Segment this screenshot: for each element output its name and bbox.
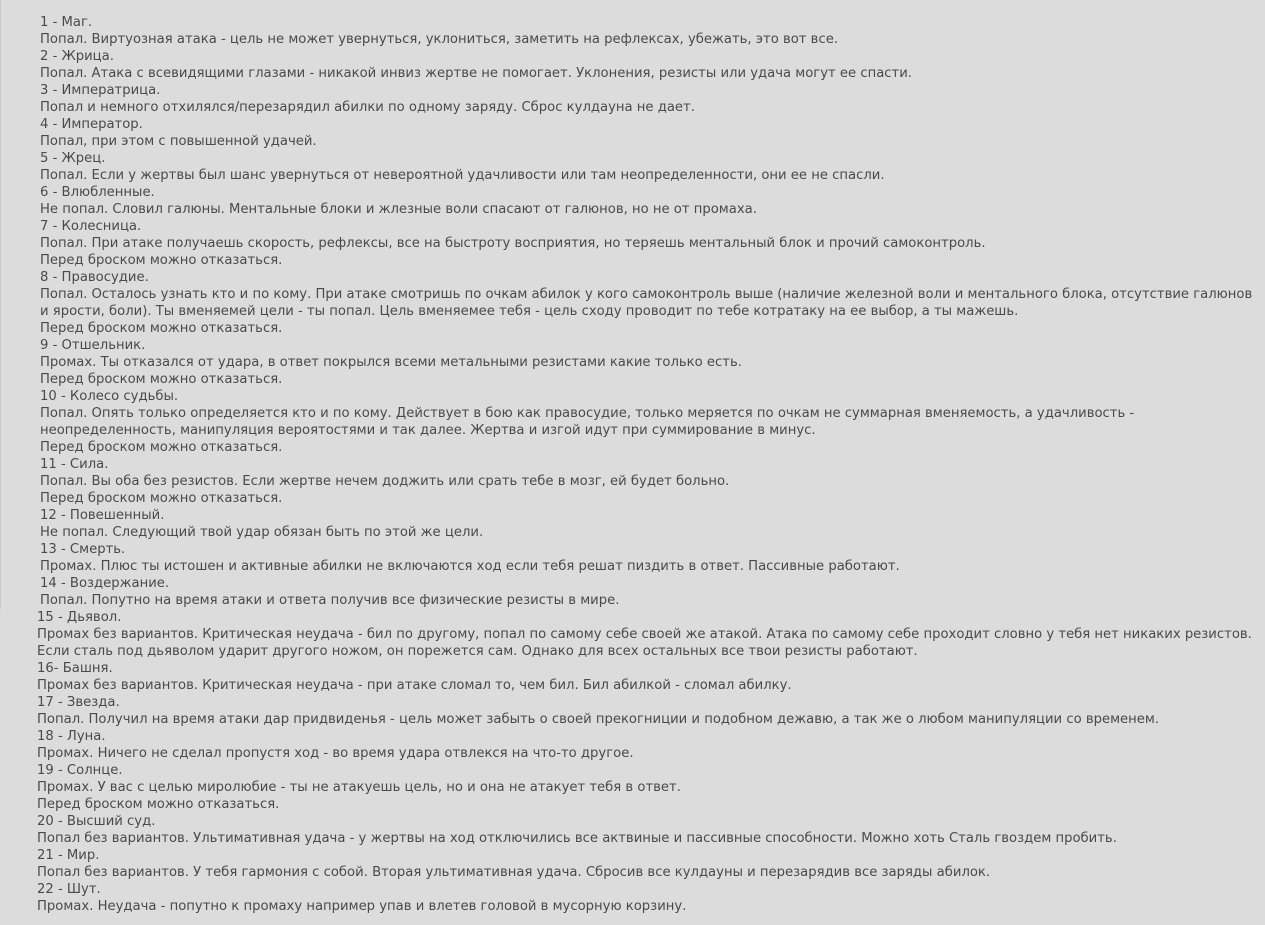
card-title: 4 - Император.	[40, 117, 143, 132]
card-description: Не попал. Словил галюны. Ментальные блоки и жлезные воли спасают от галюнов, но не от промаха.	[40, 202, 757, 217]
card-description: Попал. При атаке получаешь скорость, рефлексы, все на быстроту восприятия, но теряешь ментальный блок и прочий самоконтроль.	[40, 236, 986, 251]
card-title: 6 - Влюбленные.	[40, 185, 155, 200]
card-description: Промах. У вас с целью миролюбие - ты не атакуешь цель, но и она не атакует тебя в ответ.	[37, 780, 681, 795]
card-title: 8 - Правосудие.	[40, 270, 149, 285]
card-title: 12 - Повешенный.	[40, 508, 165, 523]
card-title: 15 - Дьявол.	[37, 610, 122, 625]
card-note: Перед броском можно отказаться.	[40, 321, 283, 336]
card-title: 3 - Императрица.	[40, 83, 161, 98]
card-description: Попал. Осталось узнать кто и по кому. При атаке смотришь по очкам абилок у кого самоконтроль выше (наличие железной воли и ментального блока, отсутствие галюнов и ярости, боли). Ты вменяемей цели - ты попал. Цель вменяемее тебя - цель сходу проводит по тебе котратаку на ее выбор, а ты мажешь.	[40, 287, 1253, 319]
card-description: Попал. Получил на время атаки дар придвиденья - цель может забыть о своей прекогниции и подобном дежавю, а так же о любом манипуляции со временем.	[37, 712, 1160, 727]
card-title: 14 - Воздержание.	[40, 576, 170, 591]
card-description: Не попал. Следующий твой удар обязан быть по этой же цели.	[40, 525, 484, 540]
card-description: Промах. Плюс ты истошен и активные абилки не включаются ход если тебя решат пиздить в ответ. Пассивные работают.	[40, 559, 900, 574]
card-description: Промах. Неудача - попутно к промаху например упав и влетев головой в мусорную корзину.	[37, 899, 687, 914]
card-description: Попал и немного отхилялся/перезарядил абилки по одному заряду. Сброс кулдауна не дает.	[40, 100, 695, 115]
card-note: Перед броском можно отказаться.	[40, 491, 283, 506]
card-title: 17 - Звезда.	[37, 695, 120, 710]
card-description: Попал. Виртуозная атака - цель не может увернуться, уклониться, заметить на рефлексах, убежать, это вот все.	[40, 32, 839, 47]
card-title: 9 - Отшельник.	[40, 338, 146, 353]
card-description: Промах без вариантов. Критическая неудача - бил по другому, попал по самому себе своей же атакой. Атака по самому себе проходит словно у тебя нет никаких резистов. Если сталь под дьяволом ударит другого ножом, он порежется сам. Однако для всех остальных все твои резисты работают.	[37, 627, 1252, 659]
card-title: 5 - Жрец.	[40, 151, 106, 166]
card-description: Попал без вариантов. Ультимативная удача - у жертвы на ход отключились все актвиные и пассивные способности. Можно хоть Сталь гвоздем пробить.	[37, 831, 1117, 846]
card-description: Попал. Атака с всевидящими глазами - никакой инвиз жертве не помогает. Уклонения, резисты или удача могут ее спасти.	[40, 66, 912, 81]
card-title: 7 - Колесница.	[40, 219, 142, 234]
card-note: Перед броском можно отказаться.	[40, 372, 283, 387]
card-title: 10 - Колесо судьбы.	[40, 389, 179, 404]
card-title: 16- Башня.	[37, 661, 113, 676]
card-note: Перед броском можно отказаться.	[40, 253, 283, 268]
card-title: 2 - Жрица.	[40, 49, 114, 64]
card-title: 11 - Сила.	[40, 457, 109, 472]
tarot-list-lower	[37, 609, 1265, 915]
card-title: 20 - Высший суд.	[37, 814, 156, 829]
card-description: Промах без вариантов. Критическая неудача - при атаке сломал то, чем бил. Бил абилкой - сломал абилку.	[37, 678, 792, 693]
card-description: Попал. Попутно на время атаки и ответа получив все физические резисты в мире.	[40, 593, 620, 608]
card-note: Перед броском можно отказаться.	[40, 440, 283, 455]
card-title: 1 - Маг.	[40, 15, 93, 30]
card-title: 21 - Мир.	[37, 848, 100, 863]
card-description: Попал, при этом с повышенной удачей.	[40, 134, 317, 149]
card-title: 22 - Шут.	[37, 882, 101, 897]
card-title: 19 - Солнце.	[37, 763, 123, 778]
card-title: 18 - Луна.	[37, 729, 106, 744]
card-description: Промах. Ты отказался от удара, в ответ покрылся всеми метальными резистами какие только есть.	[40, 355, 742, 370]
tarot-list-upper	[40, 14, 1265, 609]
card-description: Промах. Ничего не сделал пропустя ход - во время удара отвлекся на что-то другое.	[37, 746, 634, 761]
card-note: Перед броском можно отказаться.	[37, 797, 280, 812]
card-description: Попал. Если у жертвы был шанс увернуться от невероятной удачливости или там неопределенности, они ее не спасли.	[40, 168, 885, 183]
card-description: Попал. Вы оба без резистов. Если жертве нечем доджить или срать тебе в мозг, ей будет больно.	[40, 474, 730, 489]
card-description: Попал. Опять только определяется кто и по кому. Действует в бою как правосудие, только меряется по очкам не суммарная вменяемость, а удачливость - неопределенность, манипуляция вероятостями и так далее. Жертва и изгой идут при суммирование в минус.	[40, 406, 1135, 438]
card-title: 13 - Смерть.	[40, 542, 126, 557]
left-rule	[0, 0, 1, 609]
card-description: Попал без вариантов. У тебя гармония с собой. Вторая ультимативная удача. Сбросив все кулдауны и перезарядив все заряды абилок.	[37, 865, 991, 880]
